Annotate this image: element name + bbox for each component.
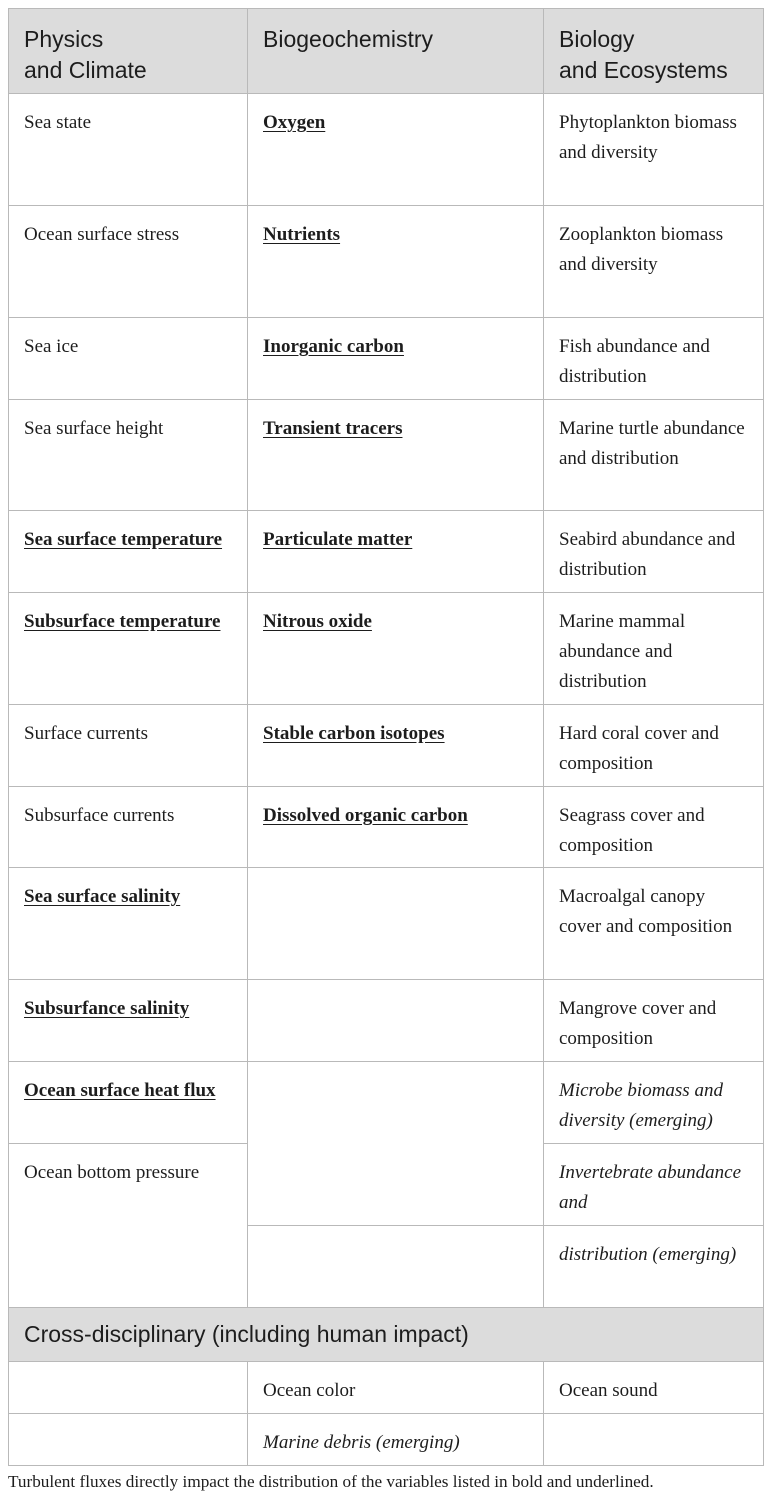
cell-oxygen: Oxygen	[248, 94, 544, 206]
cell-seagrass: Seagrass cover and composition	[544, 787, 764, 868]
table-row	[9, 705, 764, 787]
cell-sea-state: Sea state	[9, 94, 248, 206]
table-row	[9, 206, 764, 318]
cell-empty	[248, 868, 544, 980]
cell-sea-ice: Sea ice	[9, 318, 248, 400]
cell-ocean-sound: Ocean sound	[544, 1362, 764, 1414]
cell-fish: Fish abundance and distribution	[544, 318, 764, 400]
ocean-variables-table	[8, 8, 764, 1466]
table-footnote: Turbulent fluxes directly impact the distribution of the variables listed in bold and underlined.	[8, 1472, 654, 1491]
table-row	[9, 94, 764, 206]
table-row	[9, 400, 764, 511]
cross-disciplinary-header: Cross-disciplinary (including human impact)	[9, 1308, 764, 1362]
cell-ocean-color: Ocean color	[248, 1362, 544, 1414]
cell-empty	[544, 1414, 764, 1466]
table-row	[9, 868, 764, 980]
table-row	[9, 511, 764, 593]
cell-empty	[248, 1062, 544, 1226]
cell-transient-tracers: Transient tracers	[248, 400, 544, 511]
cell-surface-currents: Surface currents	[9, 705, 248, 787]
table-row	[9, 980, 764, 1062]
cell-seabird: Seabird abundance and distribution	[544, 511, 764, 593]
cell-empty	[248, 1226, 544, 1308]
cell-marine-turtle: Marine turtle abundance and distribution	[544, 400, 764, 511]
cell-subsurface-temperature: Subsurface temperature	[9, 593, 248, 705]
table-row	[9, 787, 764, 868]
cell-inorganic-carbon: Inorganic carbon	[248, 318, 544, 400]
table-row	[9, 593, 764, 705]
cell-mangrove: Mangrove cover and composition	[544, 980, 764, 1062]
cell-hard-coral: Hard coral cover and composition	[544, 705, 764, 787]
table-row	[9, 1414, 764, 1466]
cell-ocean-bottom-pressure: Ocean bottom pressure	[9, 1144, 248, 1308]
cell-sea-surface-temperature: Sea surface temperature	[9, 511, 248, 593]
table-row	[9, 1362, 764, 1414]
header-biogeochemistry: Biogeochemistry	[248, 9, 544, 94]
cell-invertebrate-part1: Invertebrate abundance and	[544, 1144, 764, 1226]
cell-microbe: Microbe biomass and diversity (emerging)	[544, 1062, 764, 1144]
cell-subsurface-currents: Subsurface currents	[9, 787, 248, 868]
cell-ocean-surface-stress: Ocean surface stress	[9, 206, 248, 318]
table-row	[9, 1062, 764, 1144]
cell-invertebrate-part2: distribution (emerging)	[544, 1226, 764, 1308]
section-row	[9, 1308, 764, 1362]
cell-ocean-surface-heat-flux: Ocean surface heat flux	[9, 1062, 248, 1144]
cell-subsurfance-salinity: Subsurfance salinity	[9, 980, 248, 1062]
cell-nitrous-oxide: Nitrous oxide	[248, 593, 544, 705]
cell-sea-surface-height: Sea surface height	[9, 400, 248, 511]
cell-nutrients: Nutrients	[248, 206, 544, 318]
cell-empty	[9, 1414, 248, 1466]
header-row	[9, 9, 764, 94]
cell-marine-debris: Marine debris (emerging)	[248, 1414, 544, 1466]
table-row	[9, 318, 764, 400]
cell-sea-surface-salinity: Sea surface salinity	[9, 868, 248, 980]
cell-phytoplankton: Phytoplankton biomass and diversity	[544, 94, 764, 206]
cell-empty	[9, 1362, 248, 1414]
cell-stable-carbon-isotopes: Stable carbon isotopes	[248, 705, 544, 787]
header-physics-and-climate: Physics and Climate	[9, 9, 248, 94]
cell-macroalgal-canopy: Macroalgal canopy cover and composition	[544, 868, 764, 980]
cell-dissolved-organic-carbon: Dissolved organic carbon	[248, 787, 544, 868]
cell-marine-mammal: Marine mammal abundance and distribution	[544, 593, 764, 705]
cell-empty	[248, 980, 544, 1062]
cell-zooplankton: Zooplankton biomass and diversity	[544, 206, 764, 318]
header-biology-and-ecosystems: Biology and Ecosystems	[544, 9, 764, 94]
cell-particulate-matter: Particulate matter	[248, 511, 544, 593]
